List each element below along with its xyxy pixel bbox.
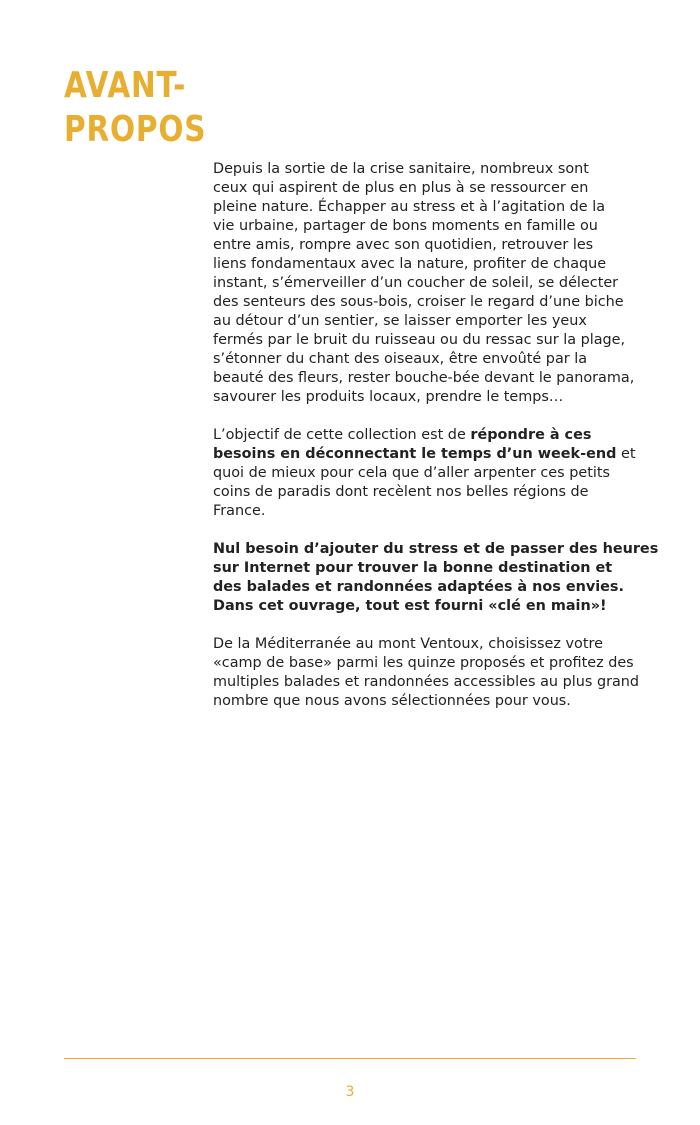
page-title-line-2: PROPOS xyxy=(64,109,207,150)
text-line: pleine nature. Échapper au stress et à l’agitation de la xyxy=(213,199,606,215)
text-line: Depuis la sortie de la crise sanitaire, nombreux sont xyxy=(213,161,589,177)
text-line: beauté des fleurs, rester bouche-bée devant le panorama, xyxy=(213,370,635,386)
text-line: France. xyxy=(213,503,266,519)
text-line xyxy=(213,426,643,445)
text-fragment: L’objectif de cette collection est de xyxy=(213,427,471,443)
text-line: s’étonner du chant des oiseaux, être envoûté par la xyxy=(213,351,588,367)
text-line: Dans cet ouvrage, tout est fourni «clé en main»! xyxy=(213,598,607,614)
footer-divider xyxy=(64,1058,636,1059)
paragraph-closing xyxy=(213,635,643,711)
paragraph-objective xyxy=(213,426,643,521)
text-line: savourer les produits locaux, prendre le temps… xyxy=(213,389,564,405)
emphasis-text: besoins en déconnectant le temps d’un week-end xyxy=(213,446,617,462)
foreword-body xyxy=(213,160,659,730)
text-line: Nul besoin d’ajouter du stress et de passer des heures xyxy=(213,541,659,557)
page-number: 3 xyxy=(345,1084,355,1100)
text-line: des senteurs des sous-bois, croiser le regard d’une biche xyxy=(213,294,624,310)
text-line: nombre que nous avons sélectionnées pour vous. xyxy=(213,693,571,709)
page-title-line-1: AVANT- xyxy=(64,65,187,106)
paragraph-bold-statement xyxy=(213,540,659,616)
text-line: sur Internet pour trouver la bonne destination et xyxy=(213,560,613,576)
emphasis-text: répondre à ces xyxy=(470,427,592,443)
text-line: ceux qui aspirent de plus en plus à se ressourcer en xyxy=(213,180,589,196)
text-line: entre amis, rompre avec son quotidien, retrouver les xyxy=(213,237,594,253)
text-line: coins de paradis dont recèlent nos belles régions de xyxy=(213,484,589,500)
text-line: De la Méditerranée au mont Ventoux, choisissez votre xyxy=(213,636,603,652)
text-line: quoi de mieux pour cela que d’aller arpenter ces petits xyxy=(213,465,610,481)
text-fragment: et xyxy=(616,446,636,462)
text-line xyxy=(213,445,643,464)
text-line: multiples balades et randonnées accessibles au plus grand xyxy=(213,674,640,690)
text-line: «camp de base» parmi les quinze proposés et profitez des xyxy=(213,655,634,671)
text-line: au détour d’un sentier, se laisser emporter les yeux xyxy=(213,313,587,329)
paragraph-intro xyxy=(213,160,643,407)
text-line: vie urbaine, partager de bons moments en famille ou xyxy=(213,218,598,234)
text-line: des balades et randonnées adaptées à nos envies. xyxy=(213,579,624,595)
text-line: instant, s’émerveiller d’un coucher de soleil, se délecter xyxy=(213,275,619,291)
text-line: liens fondamentaux avec la nature, profiter de chaque xyxy=(213,256,607,272)
text-line: fermés par le bruit du ruisseau ou du ressac sur la plage, xyxy=(213,332,626,348)
page-title xyxy=(64,64,206,152)
